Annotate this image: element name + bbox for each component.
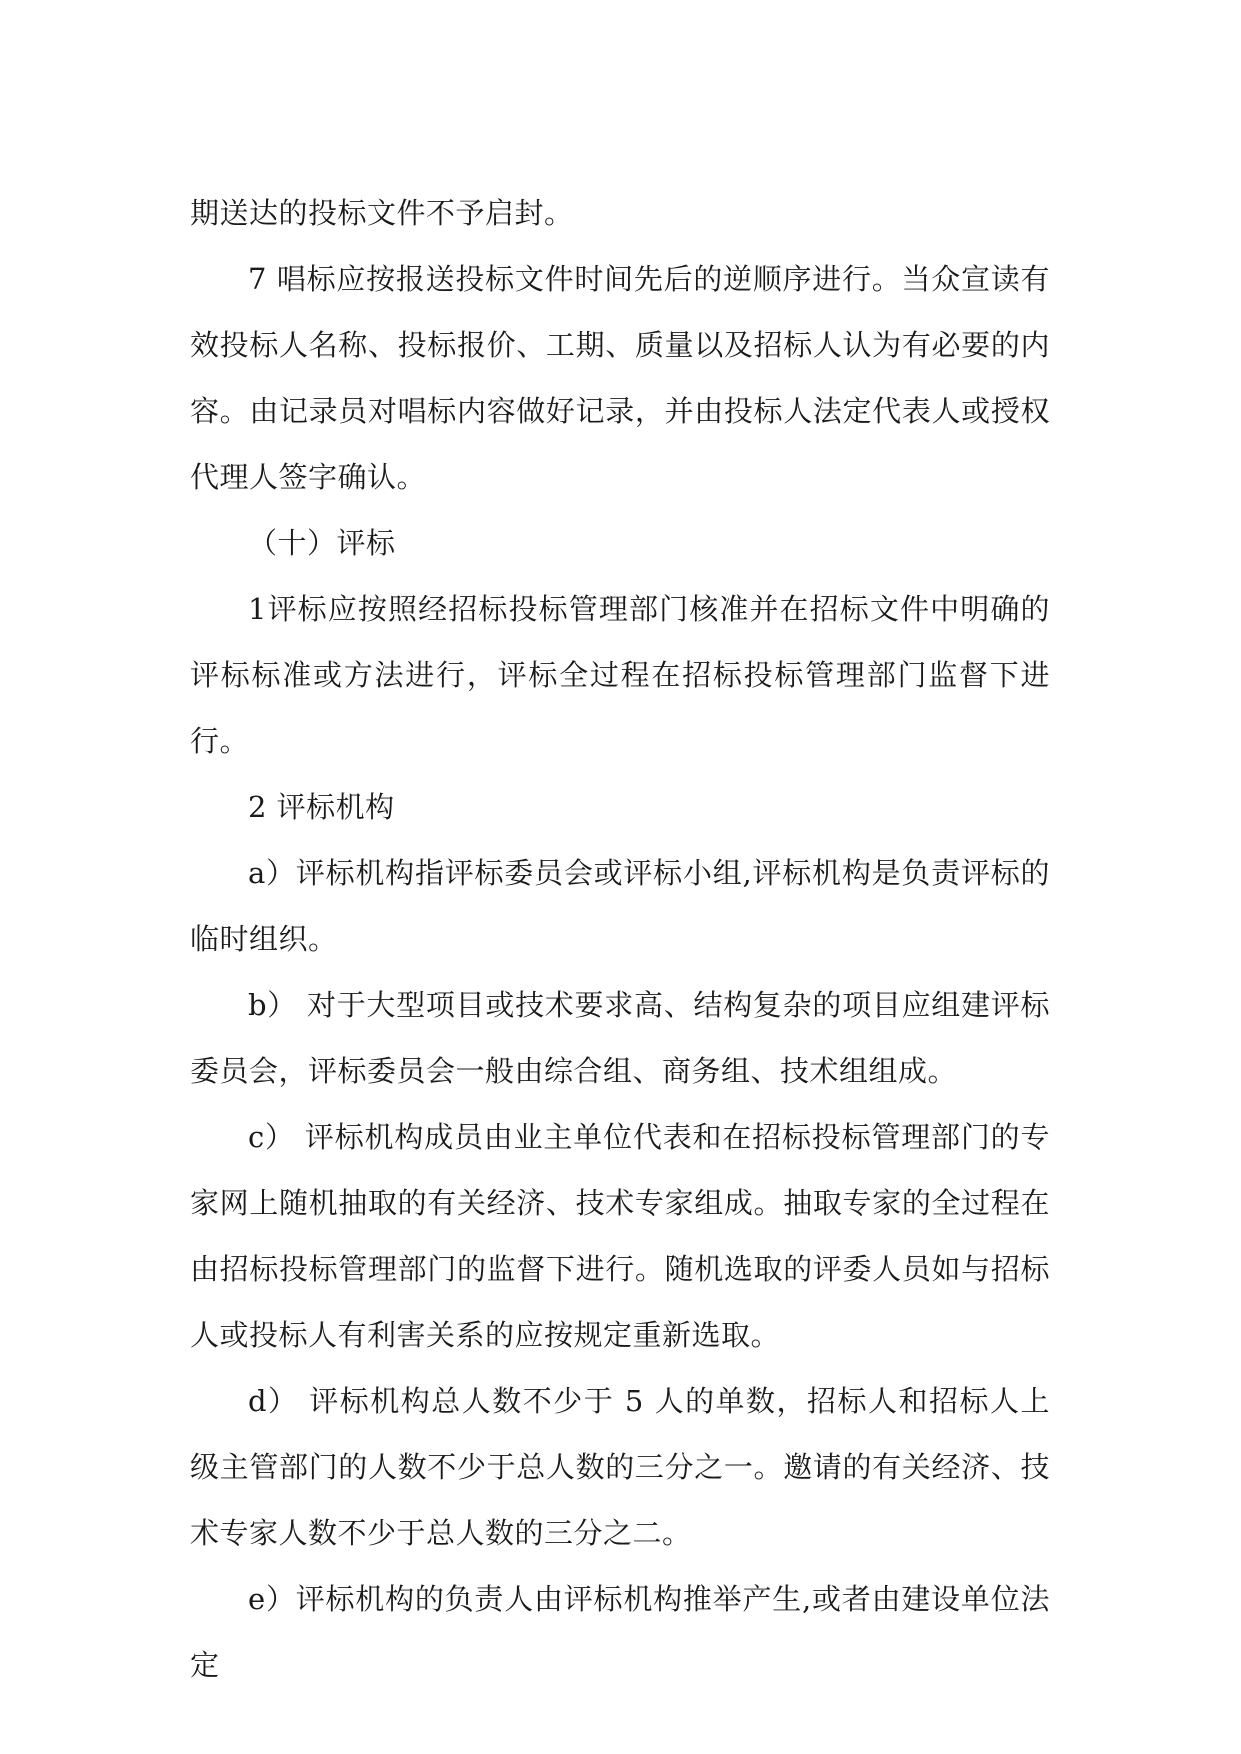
paragraph-item-e: e）评标机构的负责人由评标机构推举产生,或者由建设单位法定	[190, 1582, 1050, 1682]
paragraph-item-d: d） 评标机构总人数不少于 5 人的单数，招标人和招标人上级主管部门的人数不少于总人数的三分之一。邀请的有关经济、技术专家人数不少于总人数的三分之二。	[190, 1384, 1050, 1550]
section-heading-bid-evaluation: （十）评标	[248, 526, 396, 560]
paragraph-item-a: a）评标机构指评标委员会或评标小组,评标机构是负责评标的临时组织。	[190, 856, 1050, 956]
paragraph-item-7-reading-bids: 7 唱标应按报送投标文件时间先后的逆顺序进行。当众宣读有效投标人名称、投标报价、工期、质量以及招标人认为有必要的内容。由记录员对唱标内容做好记录，并由投标人法定代表人或授权代理人签字确认。	[190, 262, 1050, 494]
paragraph-continuation: 期送达的投标文件不予启封。	[190, 196, 574, 230]
paragraph-item-c: c） 评标机构成员由业主单位代表和在招标投标管理部门的专家网上随机抽取的有关经济、技术专家组成。抽取专家的全过程在由招标投标管理部门的监督下进行。随机选取的评委人员如与招标人或投标人有利害关系的应按规定重新选取。	[190, 1120, 1050, 1352]
document-body	[190, 180, 1050, 1698]
paragraph-item-1-evaluation-standard: 1评标应按照经招标投标管理部门核准并在招标文件中明确的评标标准或方法进行，评标全过程在招标投标管理部门监督下进行。	[190, 592, 1050, 758]
paragraph-item-2-evaluation-body: 2 评标机构	[248, 790, 395, 824]
paragraph-item-b: b） 对于大型项目或技术要求高、结构复杂的项目应组建评标委员会，评标委员会一般由综合组、商务组、技术组组成。	[190, 988, 1050, 1088]
